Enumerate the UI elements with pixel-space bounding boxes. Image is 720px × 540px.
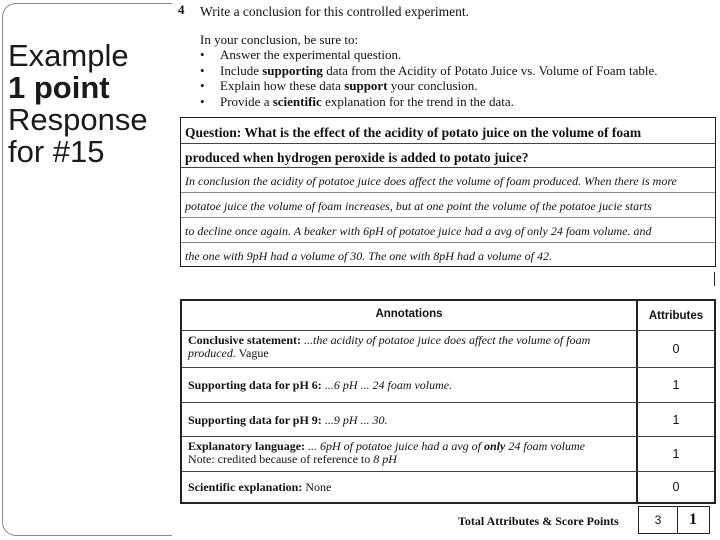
- instruction-emphasis: supporting: [262, 62, 323, 78]
- annotation-label: Supporting data for pH 6:: [188, 378, 322, 392]
- table-row: [182, 331, 714, 368]
- title-line-2: 1 point: [8, 70, 110, 105]
- attribute-value: 0: [672, 342, 680, 356]
- instruction-text: your conclusion.: [387, 78, 478, 93]
- annotation-label: Conclusive statement:: [188, 333, 301, 347]
- annotation-label: Scientific explanation:: [188, 480, 303, 494]
- table-row: [182, 472, 714, 502]
- slide-title: [8, 40, 168, 168]
- annotation-note: None: [302, 480, 332, 494]
- title-line-4: for #15: [8, 134, 105, 169]
- instruction-emphasis: scientific: [272, 93, 322, 109]
- instruction-text: Provide a: [220, 93, 273, 109]
- instruction-text: data from the Acidity of Potato Juice vs. Volume of Foam table.: [322, 62, 658, 78]
- question-number: 4: [178, 2, 185, 17]
- attribute-value: 0: [672, 480, 680, 494]
- title-line-1: Example: [8, 38, 129, 73]
- answer-line: the one with 9pH had a volume of 30. The one with 8pH had a volume of 42.: [185, 249, 552, 263]
- instructions-intro: In your conclusion, be sure to:: [200, 32, 359, 47]
- table-row: [182, 368, 714, 403]
- bullet-icon: •: [200, 47, 205, 62]
- title-line-3: Response: [8, 102, 148, 137]
- total-attributes: 3: [639, 507, 678, 533]
- table-row: [182, 437, 714, 472]
- student-response-box: [180, 117, 716, 267]
- answer-line: potatoe juice the volume of foam increases, but at one point the volume of the potatoe jucie starts: [181, 193, 715, 218]
- instruction-item: [200, 63, 658, 79]
- annotation-label: Explanatory language:: [188, 439, 306, 453]
- bullet-icon: •: [200, 93, 205, 109]
- annotation-emphasis: only: [484, 439, 506, 453]
- instruction-item: [200, 47, 658, 63]
- response-question-line-2: produced when hydrogen peroxide is added to potato juice?: [181, 144, 715, 168]
- bullet-icon: •: [200, 62, 205, 78]
- response-question-line-1: Question: What is the effect of the acidity of potato juice on the volume of foam: [181, 118, 715, 144]
- annotation-cell: [182, 437, 638, 471]
- total-box: [638, 506, 710, 534]
- answer-line: to decline once again. A beaker with 6pH of potatoe juice had a avg of only 24 foam volume. and: [181, 218, 715, 243]
- instruction-item: [200, 94, 658, 110]
- annotation-note-emphasis: 8 pH: [373, 452, 397, 466]
- answer-line: In conclusion the acidity of potatoe juice does affect the volume of foam produced. When there is more: [181, 168, 715, 193]
- question-prompt: Write a conclusion for this controlled experiment.: [200, 4, 469, 19]
- annotation-cell: [182, 472, 638, 502]
- scanned-document: [176, 0, 720, 540]
- attribute-value: 1: [672, 447, 680, 461]
- annotation-cell: [182, 368, 638, 402]
- instruction-item: [200, 78, 658, 94]
- annotation-quote: ...9 pH ... 30.: [321, 413, 388, 427]
- annotation-note: Vague: [235, 346, 269, 360]
- annotation-quote: ...6 pH ... 24 foam volume.: [321, 378, 453, 392]
- instruction-text: explanation for the trend in the data.: [321, 93, 514, 109]
- instruction-text: Include: [220, 62, 263, 78]
- table-row: [182, 403, 714, 437]
- instruction-text: Explain how these data: [220, 78, 345, 93]
- annotation-quote: 24 foam volume: [505, 439, 585, 453]
- attribute-value: 1: [672, 412, 680, 427]
- header-attributes: Attributes: [648, 309, 704, 322]
- annotations-table: [180, 299, 716, 504]
- total-label: Total Attributes & Score Points: [458, 514, 619, 528]
- annotation-quote: ...the acidity of potatoe juice does affect the volume of foam produced.: [188, 333, 591, 360]
- instruction-list: [200, 47, 658, 109]
- table-header-row: [182, 301, 714, 331]
- instruction-text: Answer the experimental question.: [220, 47, 402, 62]
- annotation-cell: [182, 331, 638, 367]
- instruction-emphasis: support: [344, 78, 388, 93]
- annotation-label: Supporting data for pH 9:: [188, 413, 322, 427]
- margin-mark: [714, 272, 715, 286]
- annotation-cell: [182, 403, 638, 436]
- total-score: 1: [689, 511, 697, 528]
- annotation-note: Note: credited because of reference to: [188, 452, 374, 466]
- bullet-icon: •: [200, 78, 205, 93]
- header-annotations: Annotations: [182, 301, 638, 330]
- annotation-quote: ... 6pH of potatoe juice had a avg of: [305, 439, 484, 453]
- attribute-value: 1: [672, 378, 680, 392]
